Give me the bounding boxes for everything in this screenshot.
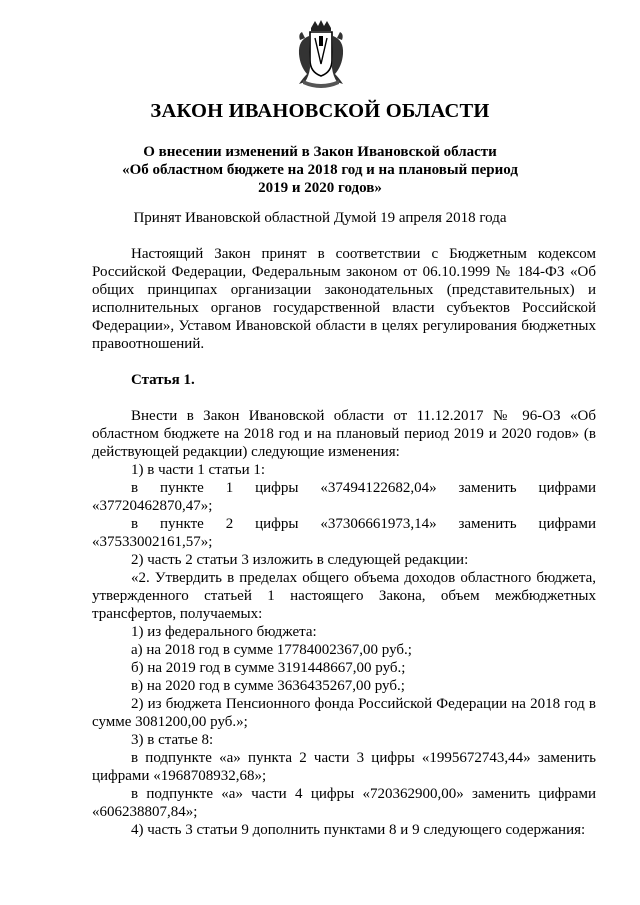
article-paragraph: в пункте 1 цифры «37494122682,04» заменить цифрами «37720462870,47»; [92,480,596,514]
article-body [92,407,596,839]
article-paragraph: Внести в Закон Ивановской области от 11.12.2017 № 96-ОЗ «Об областном бюджете на 2018 год и на плановый период 2019 и 2020 годов» (в действующей редакции) следующие изменения: [92,408,596,460]
law-subtitle [80,143,560,197]
article-paragraph: в) на 2020 год в сумме 3636435267,00 руб.; [131,678,405,694]
article-paragraph: в подпункте «а» пункта 2 части 3 цифры «1995672743,44» заменить цифрами «1968708932,68»; [92,750,596,784]
coat-of-arms-icon [293,18,349,90]
subtitle-line: «Об областном бюджете на 2018 год и на плановый период [122,162,518,178]
subtitle-line: О внесении изменений в Закон Ивановской области [143,144,497,160]
article-paragraph: в подпункте «а» части 4 цифры «720362900,00» заменить цифрами «606238807,84»; [92,786,596,820]
adoption-line: Принят Ивановской областной Думой 19 апреля 2018 года [133,210,507,226]
article-paragraph: 1) в части 1 статьи 1: [131,462,266,478]
subtitle-line: 2019 и 2020 годов» [258,180,382,196]
article-paragraph: 2) из бюджета Пенсионного фонда Российской Федерации на 2018 год в сумме 3081200,00 руб.»; [92,696,596,730]
article-paragraph: 2) часть 2 статьи 3 изложить в следующей редакции: [131,552,469,568]
article-paragraph: 1) из федерального бюджета: [131,624,317,640]
article-paragraph: 4) часть 3 статьи 9 дополнить пунктами 8 и 9 следующего содержания: [131,822,586,838]
article-paragraph: 3) в статье 8: [131,732,214,748]
article-paragraph: в пункте 2 цифры «37306661973,14» заменить цифрами «37533002161,57»; [92,516,596,550]
document-title: ЗАКОН ИВАНОВСКОЙ ОБЛАСТИ [150,100,490,122]
preamble-text: Настоящий Закон принят в соответствии с Бюджетным кодексом Российской Федерации, Федеральным законом от 06.10.1999 № 184-ФЗ «Об общих принципах организации законодательных (представительных) и исполнительных органов государственной власти субъектов Российской Федерации», Уставом Ивановской области в целях регулирования бюджетных правоотношений. [92,246,596,352]
article-paragraph: а) на 2018 год в сумме 17784002367,00 руб.; [131,642,412,658]
article-heading: Статья 1. [131,372,195,388]
article-paragraph: «2. Утвердить в пределах общего объема доходов областного бюджета, утвержденного статьей 1 настоящего Закона, объем межбюджетных трансфертов, получаемых: [92,570,596,622]
article-paragraph: б) на 2019 год в сумме 3191448667,00 руб.; [131,660,406,676]
preamble [92,245,596,353]
